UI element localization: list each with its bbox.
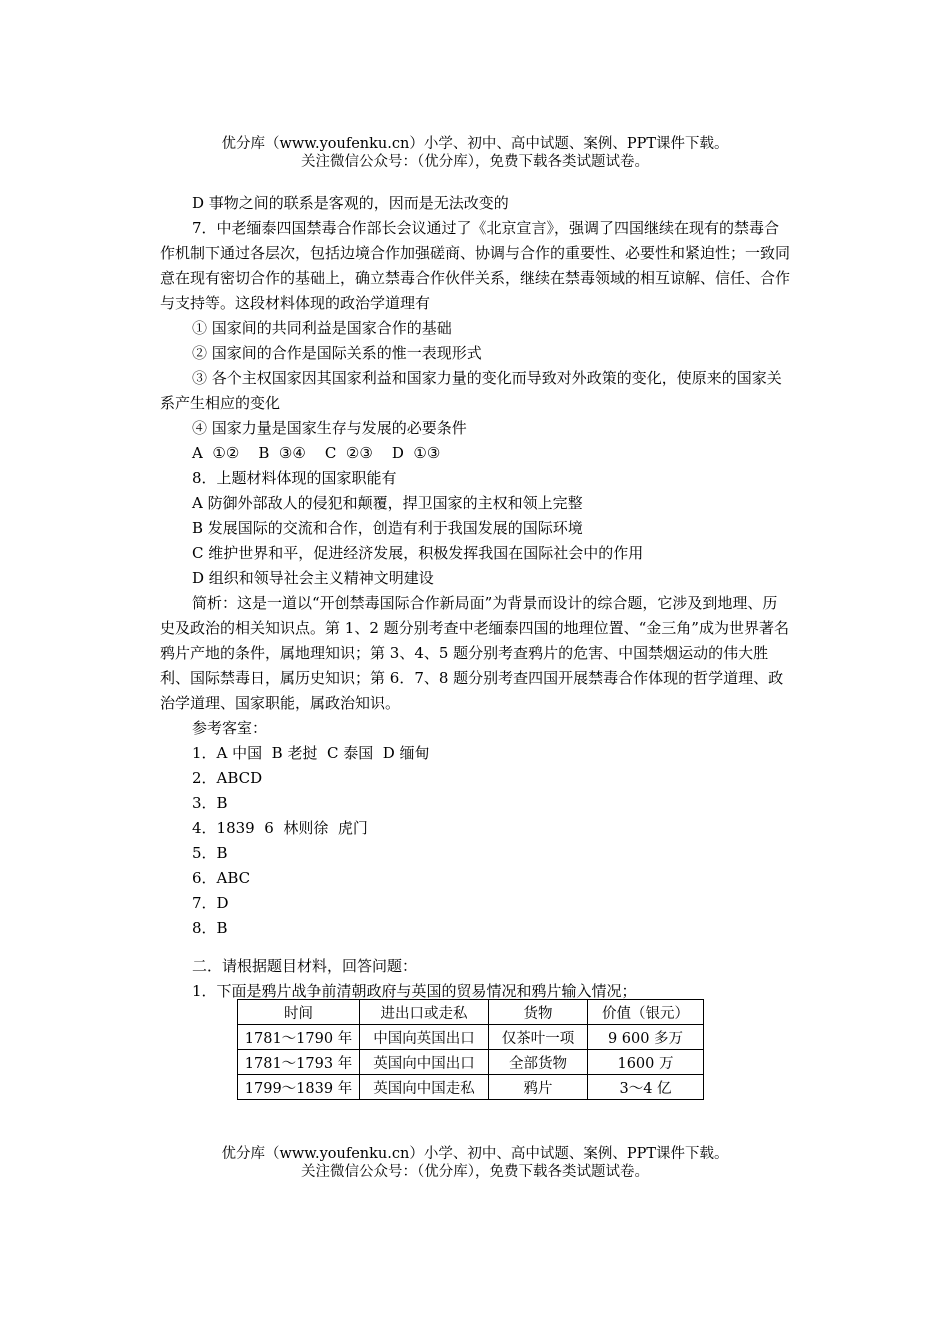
answer-8: 8．B (192, 919, 228, 937)
q7-options: A ①② B ③④ C ②③ D ①③ (192, 444, 441, 462)
q8-option-d: D 组织和领导社会主义精神文明建设 (192, 569, 434, 587)
q7-item-1: ① 国家间的共同利益是国家合作的基础 (192, 319, 452, 337)
section-2-title: 二．请根据题目材料，回答问题： (192, 957, 418, 975)
document-body (160, 191, 792, 1004)
answer-4: 4．1839 6 林则徐 虎门 (192, 819, 368, 837)
answer-2: 2．ABCD (192, 769, 263, 787)
table-cell: 1781～1793 年 (238, 1050, 360, 1075)
answer-5: 5．B (192, 844, 228, 862)
trade-table (237, 999, 704, 1100)
table-header-row (238, 1000, 704, 1025)
table-row (238, 1075, 704, 1100)
q8-option-a: A 防御外部敌人的侵犯和颠覆，捍卫国家的主权和领上完整 (192, 494, 583, 512)
table-cell: 英国向中国出口 (360, 1050, 489, 1075)
table-header-cell: 时间 (238, 1000, 360, 1025)
table-cell: 仅茶叶一项 (489, 1025, 588, 1050)
table-cell: 鸦片 (489, 1075, 588, 1100)
table-cell: 1781～1790 年 (238, 1025, 360, 1050)
question-8: 8．上题材料体现的国家职能有 (192, 469, 397, 487)
answer-6: 6．ABC (192, 869, 251, 887)
table-cell: 9 600 多万 (588, 1025, 704, 1050)
q8-option-b: B 发展国际的交流和合作，创造有利于我国发展的国际环境 (192, 519, 583, 537)
footer-line-1: 优分库（www.youfenku.cn）小学、初中、高中试题、案例、PPT课件下载。 (221, 1146, 729, 1162)
table-cell: 中国向英国出口 (360, 1025, 489, 1050)
section-2-question-1: 1．下面是鸦片战争前清朝政府与英国的贸易情况和鸦片输入情况； (192, 982, 637, 1000)
page-footer (0, 1145, 950, 1181)
answer-1: 1．A 中国 B 老挝 C 泰国 D 缅甸 (192, 744, 430, 762)
table-row (238, 1050, 704, 1075)
footer-line-2: 关注微信公众号：（优分库），免费下载各类试题试卷。 (301, 1164, 649, 1180)
table-header-cell: 进出口或走私 (360, 1000, 489, 1025)
prev-option-d: D 事物之间的联系是客观的，因而是无法改变的 (192, 194, 509, 212)
q7-item-4: ④ 国家力量是国家生存与发展的必要条件 (192, 419, 467, 437)
page-header (0, 135, 950, 171)
table-cell: 全部货物 (489, 1050, 588, 1075)
q7-item-3: ③ 各个主权国家因其国家利益和国家力量的变化而导致对外政策的变化，使原来的国家关系产生相应的变化 (160, 369, 782, 412)
answer-7: 7．D (192, 894, 229, 912)
header-line-2: 关注微信公众号：（优分库），免费下载各类试题试卷。 (301, 154, 649, 170)
table-cell: 3～4 亿 (588, 1075, 704, 1100)
analysis: 简析：这是一道以“开创禁毒国际合作新局面”为背景而设计的综合题，它涉及到地理、历史及政治的相关知识点。第 1、2 题分别考查中老缅泰四国的地理位置、“金三角”成为世界著名鸦片产地的条件，属地理知识；第 3、4、5 题分别考查鸦片的危害、中国禁烟运动的伟大胜利、国际禁毒日，属历史知识；第 6．7、8 题分别考查四国开展禁毒合作体现的哲学道理、政治学道理、国家职能，属政治知识。 (160, 594, 789, 712)
header-line-1: 优分库（www.youfenku.cn）小学、初中、高中试题、案例、PPT课件下载。 (221, 136, 729, 152)
table-row (238, 1025, 704, 1050)
question-7: 7．中老缅泰四国禁毒合作部长会议通过了《北京宣言》，强调了四国继续在现有的禁毒合作机制下通过各层次，包括边境合作加强磋商、协调与合作的重要性、必要性和紧迫性；一致同意在现有密切合作的基础上，确立禁毒合作伙伴关系，继续在禁毒领域的相互谅解、信任、合作与支持等。这段材料体现的政治学道理有 (160, 219, 791, 312)
q8-option-c: C 维护世界和平，促进经济发展，积极发挥我国在国际社会中的作用 (192, 544, 644, 562)
answer-3: 3．B (192, 794, 228, 812)
table-header-cell: 货物 (489, 1000, 588, 1025)
table-cell: 英国向中国走私 (360, 1075, 489, 1100)
table-cell: 1600 万 (588, 1050, 704, 1075)
table-cell: 1799～1839 年 (238, 1075, 360, 1100)
answers-title: 参考客室： (192, 719, 268, 737)
q7-item-2: ② 国家间的合作是国际关系的惟一表现形式 (192, 344, 482, 362)
table-header-cell: 价值（银元） (588, 1000, 704, 1025)
